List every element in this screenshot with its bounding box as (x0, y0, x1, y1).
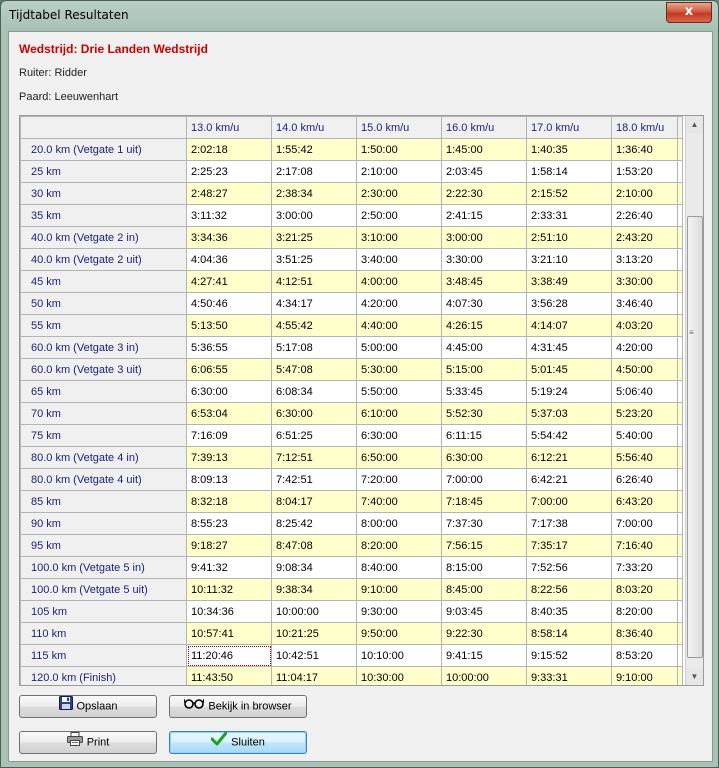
row-filler (678, 381, 683, 403)
table-cell[interactable]: 8:55:23 (187, 513, 272, 535)
table-cell[interactable]: 8:20:00 (612, 601, 678, 623)
table-cell[interactable]: 3:10:00 (357, 227, 442, 249)
table-row (21, 205, 683, 227)
table-cell[interactable]: 9:18:27 (187, 535, 272, 557)
table-cell[interactable]: 7:16:40 (612, 535, 678, 557)
window-title: Tijdtabel Resultaten (9, 8, 129, 22)
row-header[interactable]: 20.0 km (Vetgate 1 uit) (21, 139, 187, 161)
row-header[interactable]: 110 km (21, 623, 187, 645)
table-cell[interactable]: 4:07:30 (442, 293, 527, 315)
table-cell[interactable]: 6:42:21 (527, 469, 612, 491)
row-header[interactable]: 60.0 km (Vetgate 3 uit) (21, 359, 187, 381)
table-cell[interactable]: 8:40:00 (357, 557, 442, 579)
checkmark-icon (211, 732, 227, 753)
table-row (21, 403, 683, 425)
column-header[interactable]: 16.0 km/u (442, 117, 527, 139)
table-cell[interactable]: 5:23:20 (612, 403, 678, 425)
table-cell[interactable]: 9:08:34 (272, 557, 357, 579)
table-cell[interactable]: 7:16:09 (187, 425, 272, 447)
row-header[interactable]: 100.0 km (Vetgate 5 in) (21, 557, 187, 579)
table-cell[interactable]: 4:04:36 (187, 249, 272, 271)
table-cell[interactable]: 5:52:30 (442, 403, 527, 425)
table-cell[interactable]: 8:15:00 (442, 557, 527, 579)
row-filler (678, 359, 683, 381)
table-cell[interactable]: 1:40:35 (527, 139, 612, 161)
table-cell[interactable]: 4:55:42 (272, 315, 357, 337)
table-cell[interactable]: 9:15:52 (527, 645, 612, 667)
row-header[interactable]: 90 km (21, 513, 187, 535)
row-filler (678, 425, 683, 447)
table-row (21, 535, 683, 557)
column-header[interactable]: 18.0 km/u (612, 117, 678, 139)
table-cell[interactable]: 7:18:45 (442, 491, 527, 513)
table-cell[interactable]: 3:00:00 (442, 227, 527, 249)
table-cell[interactable]: 5:19:24 (527, 381, 612, 403)
table-cell[interactable]: 7:42:51 (272, 469, 357, 491)
table-row (21, 491, 683, 513)
table-cell[interactable]: 6:12:21 (527, 447, 612, 469)
row-header[interactable]: 85 km (21, 491, 187, 513)
title-bar[interactable] (1, 1, 718, 31)
table-row (21, 139, 683, 161)
table-cell[interactable]: 5:37:03 (527, 403, 612, 425)
table-cell[interactable]: 7:20:00 (357, 469, 442, 491)
table-cell[interactable]: 9:22:30 (442, 623, 527, 645)
corner-header-cell (21, 117, 187, 139)
table-cell[interactable]: 9:10:00 (357, 579, 442, 601)
row-filler (678, 249, 683, 271)
table-cell[interactable]: 8:00:00 (357, 513, 442, 535)
table-cell[interactable]: 1:55:42 (272, 139, 357, 161)
table-cell[interactable]: 5:33:45 (442, 381, 527, 403)
table-cell[interactable]: 7:00:00 (442, 469, 527, 491)
table-cell[interactable]: 2:48:27 (187, 183, 272, 205)
row-filler (678, 403, 683, 425)
table-cell[interactable]: 7:33:20 (612, 557, 678, 579)
table-row (21, 447, 683, 469)
table-cell[interactable]: 6:51:25 (272, 425, 357, 447)
header-row (21, 117, 683, 139)
table-cell[interactable]: 10:34:36 (187, 601, 272, 623)
table-cell[interactable]: 4:14:07 (527, 315, 612, 337)
table-cell[interactable]: 6:43:20 (612, 491, 678, 513)
dialog-body (8, 31, 713, 762)
row-filler (678, 293, 683, 315)
table-cell[interactable]: 9:03:45 (442, 601, 527, 623)
row-filler (678, 579, 683, 601)
table-cell[interactable]: 4:26:15 (442, 315, 527, 337)
time-table (20, 116, 683, 686)
table-cell[interactable]: 4:50:00 (612, 359, 678, 381)
table-cell[interactable]: 2:41:15 (442, 205, 527, 227)
table-row (21, 623, 683, 645)
table-cell[interactable]: 7:37:30 (442, 513, 527, 535)
table-cell[interactable]: 3:21:10 (527, 249, 612, 271)
scroll-grip-icon: ≡ (689, 328, 694, 337)
table-row (21, 425, 683, 447)
table-cell[interactable]: 8:53:20 (612, 645, 678, 667)
table-cell[interactable]: 3:51:25 (272, 249, 357, 271)
table-cell[interactable]: 11:43:50 (187, 667, 272, 687)
table-row (21, 227, 683, 249)
table-cell[interactable]: 2:15:52 (527, 183, 612, 205)
table-row (21, 557, 683, 579)
table-cell[interactable]: 5:50:00 (357, 381, 442, 403)
row-filler (678, 315, 683, 337)
table-cell[interactable]: 9:10:00 (612, 667, 678, 687)
table-row (21, 579, 683, 601)
row-header[interactable]: 105 km (21, 601, 187, 623)
table-cell[interactable]: 4:00:00 (357, 271, 442, 293)
table-cell[interactable]: 3:21:25 (272, 227, 357, 249)
row-filler (678, 337, 683, 359)
row-header[interactable]: 80.0 km (Vetgate 4 uit) (21, 469, 187, 491)
row-header[interactable]: 50 km (21, 293, 187, 315)
table-row (21, 293, 683, 315)
table-cell[interactable]: 10:30:00 (357, 667, 442, 687)
table-cell[interactable]: 3:11:32 (187, 205, 272, 227)
row-header[interactable]: 40.0 km (Vetgate 2 in) (21, 227, 187, 249)
row-filler (678, 183, 683, 205)
table-cell[interactable]: 9:50:00 (357, 623, 442, 645)
table-cell[interactable]: 2:25:23 (187, 161, 272, 183)
table-row (21, 645, 683, 667)
row-filler (678, 469, 683, 491)
row-header[interactable]: 100.0 km (Vetgate 5 uit) (21, 579, 187, 601)
row-header[interactable]: 60.0 km (Vetgate 3 in) (21, 337, 187, 359)
table-cell[interactable]: 8:03:20 (612, 579, 678, 601)
table-cell[interactable]: 1:53:20 (612, 161, 678, 183)
column-header[interactable]: 15.0 km/u (357, 117, 442, 139)
table-cell[interactable]: 9:33:31 (527, 667, 612, 687)
table-cell[interactable]: 11:20:46 (187, 645, 272, 667)
table-cell[interactable]: 5:30:00 (357, 359, 442, 381)
table-cell[interactable]: 3:56:28 (527, 293, 612, 315)
row-header[interactable]: 80.0 km (Vetgate 4 in) (21, 447, 187, 469)
table-cell[interactable]: 2:33:31 (527, 205, 612, 227)
table-row (21, 381, 683, 403)
table-cell[interactable]: 7:12:51 (272, 447, 357, 469)
table-row (21, 315, 683, 337)
print-button-label: Print (86, 736, 110, 749)
print-button[interactable] (19, 731, 157, 754)
vertical-scrollbar[interactable] (685, 116, 703, 685)
table-cell[interactable]: 6:10:00 (357, 403, 442, 425)
table-cell[interactable]: 8:40:35 (527, 601, 612, 623)
table-cell[interactable]: 3:00:00 (272, 205, 357, 227)
row-header[interactable]: 40.0 km (Vetgate 2 uit) (21, 249, 187, 271)
row-filler (678, 623, 683, 645)
close-button[interactable] (169, 731, 307, 754)
row-filler (678, 535, 683, 557)
row-header[interactable]: 45 km (21, 271, 187, 293)
table-row (21, 249, 683, 271)
table-cell[interactable]: 9:30:00 (357, 601, 442, 623)
save-button-label: Opslaan (76, 700, 118, 713)
table-cell[interactable]: 8:45:00 (442, 579, 527, 601)
scroll-down-arrow-icon[interactable]: ▼ (686, 668, 703, 685)
table-cell[interactable]: 4:45:00 (442, 337, 527, 359)
row-header[interactable]: 115 km (21, 645, 187, 667)
table-cell[interactable]: 5:36:55 (187, 337, 272, 359)
table-cell[interactable]: 8:32:18 (187, 491, 272, 513)
table-cell[interactable]: 9:38:34 (272, 579, 357, 601)
table-cell[interactable]: 6:30:00 (442, 447, 527, 469)
row-header[interactable]: 70 km (21, 403, 187, 425)
row-header[interactable]: 65 km (21, 381, 187, 403)
row-filler (678, 227, 683, 249)
view-in-browser-button[interactable] (169, 695, 307, 718)
table-cell[interactable]: 2:51:10 (527, 227, 612, 249)
table-cell[interactable]: 10:21:25 (272, 623, 357, 645)
scroll-up-arrow-icon[interactable]: ▲ (686, 116, 703, 133)
table-cell[interactable]: 3:38:49 (527, 271, 612, 293)
row-filler (678, 161, 683, 183)
horse-label: Paard: Leeuwenhart (19, 91, 119, 103)
table-cell[interactable]: 7:56:15 (442, 535, 527, 557)
table-row (21, 271, 683, 293)
table-cell[interactable]: 6:08:34 (272, 381, 357, 403)
floppy-disk-icon (59, 696, 73, 717)
row-filler (678, 491, 683, 513)
row-header[interactable]: 35 km (21, 205, 187, 227)
table-cell[interactable]: 3:30:00 (612, 271, 678, 293)
row-header[interactable]: 120.0 km (Finish) (21, 667, 187, 687)
table-cell[interactable]: 2:22:30 (442, 183, 527, 205)
table-cell[interactable]: 7:17:38 (527, 513, 612, 535)
row-filler (678, 601, 683, 623)
table-cell[interactable]: 3:13:20 (612, 249, 678, 271)
table-cell[interactable]: 6:06:55 (187, 359, 272, 381)
glasses-icon (184, 696, 204, 717)
save-button[interactable] (19, 695, 157, 718)
results-grid[interactable] (19, 115, 704, 686)
table-row (21, 359, 683, 381)
table-cell[interactable]: 3:34:36 (187, 227, 272, 249)
table-cell[interactable]: 8:20:00 (357, 535, 442, 557)
table-cell[interactable]: 5:01:45 (527, 359, 612, 381)
table-cell[interactable]: 5:40:00 (612, 425, 678, 447)
table-cell[interactable]: 4:20:00 (612, 337, 678, 359)
table-cell[interactable]: 2:10:00 (357, 161, 442, 183)
table-cell[interactable]: 7:39:13 (187, 447, 272, 469)
table-cell[interactable]: 5:56:40 (612, 447, 678, 469)
row-header[interactable]: 95 km (21, 535, 187, 557)
view-in-browser-label: Bekijk in browser (208, 700, 292, 713)
table-cell[interactable]: 2:03:45 (442, 161, 527, 183)
table-cell[interactable]: 8:47:08 (272, 535, 357, 557)
table-cell[interactable]: 6:50:00 (357, 447, 442, 469)
table-cell[interactable]: 2:17:08 (272, 161, 357, 183)
row-filler (678, 645, 683, 667)
table-cell[interactable]: 7:00:00 (527, 491, 612, 513)
table-cell[interactable]: 4:34:17 (272, 293, 357, 315)
table-cell[interactable]: 7:00:00 (612, 513, 678, 535)
table-cell[interactable]: 8:22:56 (527, 579, 612, 601)
table-cell[interactable]: 4:03:20 (612, 315, 678, 337)
header-filler (678, 117, 683, 139)
row-header[interactable]: 75 km (21, 425, 187, 447)
table-cell[interactable]: 4:27:41 (187, 271, 272, 293)
table-cell[interactable]: 10:11:32 (187, 579, 272, 601)
row-filler (678, 557, 683, 579)
table-cell[interactable]: 8:04:17 (272, 491, 357, 513)
table-cell[interactable]: 6:26:40 (612, 469, 678, 491)
table-cell[interactable]: 4:20:00 (357, 293, 442, 315)
table-row (21, 469, 683, 491)
table-cell[interactable]: 5:00:00 (357, 337, 442, 359)
table-cell[interactable]: 2:50:00 (357, 205, 442, 227)
table-cell[interactable]: 2:38:34 (272, 183, 357, 205)
close-window-button[interactable]: x (666, 2, 712, 23)
table-row (21, 513, 683, 535)
row-header[interactable]: 30 km (21, 183, 187, 205)
table-cell[interactable]: 6:11:15 (442, 425, 527, 447)
row-header[interactable]: 55 km (21, 315, 187, 337)
table-cell[interactable]: 6:30:00 (187, 381, 272, 403)
table-cell[interactable]: 7:52:56 (527, 557, 612, 579)
table-cell[interactable]: 2:10:00 (612, 183, 678, 205)
table-cell[interactable]: 4:40:00 (357, 315, 442, 337)
printer-icon (67, 732, 83, 753)
race-label: Wedstrijd: Drie Landen Wedstrijd (19, 42, 208, 56)
table-row (21, 161, 683, 183)
table-cell[interactable]: 10:10:00 (357, 645, 442, 667)
table-cell[interactable]: 8:09:13 (187, 469, 272, 491)
table-cell[interactable]: 2:26:40 (612, 205, 678, 227)
table-cell[interactable]: 5:15:00 (442, 359, 527, 381)
table-cell[interactable]: 3:30:00 (442, 249, 527, 271)
table-cell[interactable]: 3:46:40 (612, 293, 678, 315)
table-cell[interactable]: 2:30:00 (357, 183, 442, 205)
close-button-label: Sluiten (231, 736, 265, 749)
column-header[interactable]: 14.0 km/u (272, 117, 357, 139)
table-cell[interactable]: 5:47:08 (272, 359, 357, 381)
rider-label: Ruiter: Ridder (19, 67, 87, 79)
table-cell[interactable]: 2:02:18 (187, 139, 272, 161)
table-cell[interactable]: 8:36:40 (612, 623, 678, 645)
table-cell[interactable]: 2:43:20 (612, 227, 678, 249)
row-header[interactable]: 25 km (21, 161, 187, 183)
table-cell[interactable]: 10:42:51 (272, 645, 357, 667)
table-row (21, 337, 683, 359)
table-cell[interactable]: 6:30:00 (357, 425, 442, 447)
column-header[interactable]: 13.0 km/u (187, 117, 272, 139)
row-filler (678, 139, 683, 161)
table-cell[interactable]: 7:35:17 (527, 535, 612, 557)
table-cell[interactable]: 10:00:00 (442, 667, 527, 687)
table-cell[interactable]: 5:17:08 (272, 337, 357, 359)
table-cell[interactable]: 1:58:14 (527, 161, 612, 183)
table-cell[interactable]: 8:58:14 (527, 623, 612, 645)
table-cell[interactable]: 4:12:51 (272, 271, 357, 293)
table-row (21, 667, 683, 687)
table-cell[interactable]: 9:41:32 (187, 557, 272, 579)
table-cell[interactable]: 5:13:50 (187, 315, 272, 337)
row-filler (678, 667, 683, 687)
scroll-thumb[interactable] (687, 216, 703, 658)
table-cell[interactable]: 7:40:00 (357, 491, 442, 513)
table-cell[interactable]: 4:50:46 (187, 293, 272, 315)
table-cell[interactable]: 10:00:00 (272, 601, 357, 623)
table-cell[interactable]: 1:50:00 (357, 139, 442, 161)
table-cell[interactable]: 3:40:00 (357, 249, 442, 271)
table-cell[interactable]: 3:48:45 (442, 271, 527, 293)
table-cell[interactable]: 4:31:45 (527, 337, 612, 359)
table-cell[interactable]: 5:54:42 (527, 425, 612, 447)
row-filler (678, 447, 683, 469)
row-filler (678, 513, 683, 535)
table-cell[interactable]: 6:30:00 (272, 403, 357, 425)
column-header[interactable]: 17.0 km/u (527, 117, 612, 139)
table-cell[interactable]: 8:25:42 (272, 513, 357, 535)
table-cell[interactable]: 1:36:40 (612, 139, 678, 161)
table-cell[interactable]: 1:45:00 (442, 139, 527, 161)
row-filler (678, 205, 683, 227)
table-cell[interactable]: 9:41:15 (442, 645, 527, 667)
table-cell[interactable]: 10:57:41 (187, 623, 272, 645)
table-cell[interactable]: 11:04:17 (272, 667, 357, 687)
table-row (21, 183, 683, 205)
table-row (21, 601, 683, 623)
row-filler (678, 271, 683, 293)
table-cell[interactable]: 5:06:40 (612, 381, 678, 403)
table-cell[interactable]: 6:53:04 (187, 403, 272, 425)
